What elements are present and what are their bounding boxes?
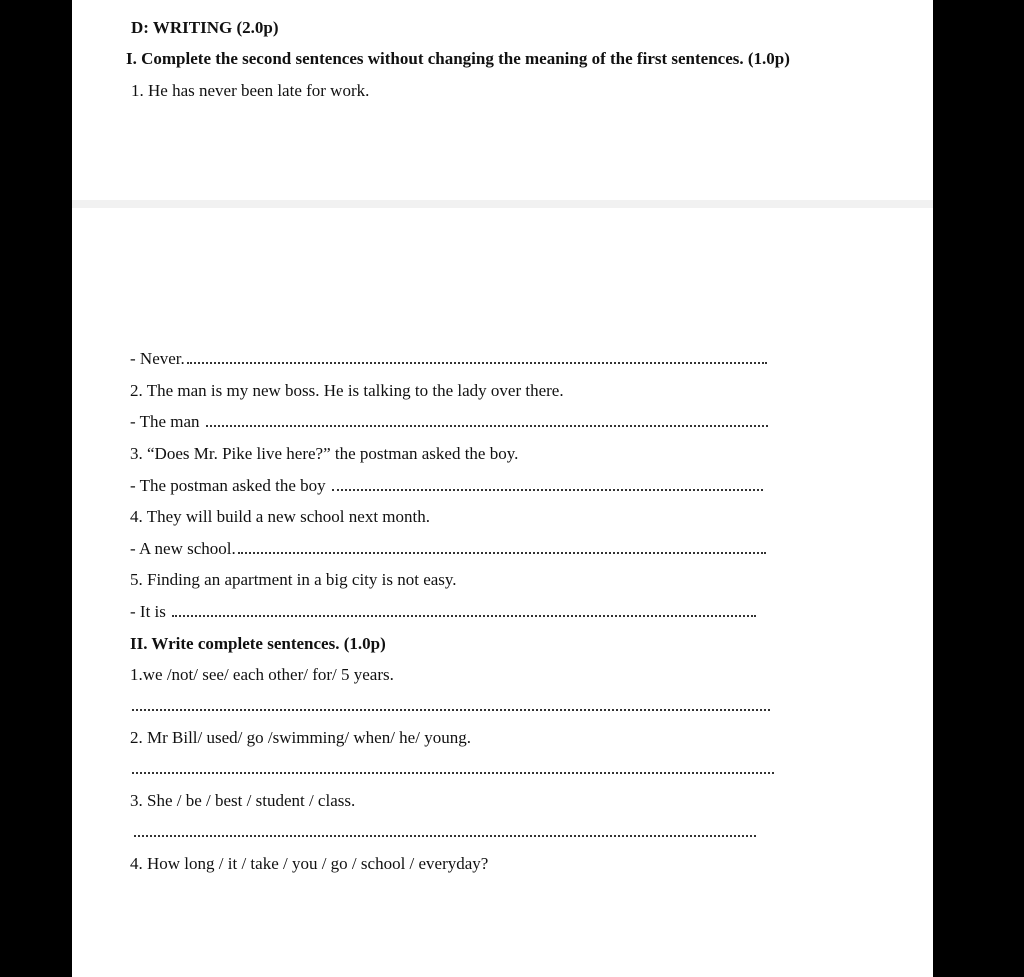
- part1-item-2-prompt: - The man: [130, 412, 200, 431]
- part1-item-3-sentence: 3. “Does Mr. Pike live here?” the postman asked the boy.: [130, 444, 519, 463]
- page-break: [72, 200, 933, 208]
- part2-item-4: 4. How long / it / take / you / go / school / everyday?: [130, 854, 489, 873]
- part2-item-2: 2. Mr Bill/ used/ go /swimming/ when/ he/ young.: [130, 728, 471, 747]
- part1-item-1-sentence: 1. He has never been late for work.: [131, 81, 370, 100]
- part1-item-4-answer-line: [130, 538, 766, 560]
- part1-item-5-sentence: 5. Finding an apartment in a big city is not easy.: [130, 570, 457, 589]
- part1-item-4-prompt: - A new school.: [130, 539, 236, 558]
- part2-answer-blank-2[interactable]: [132, 771, 774, 774]
- part1-title: I. Complete the second sentences without changing the meaning of the first sentences. (1.0p): [126, 49, 790, 68]
- answer-blank-4[interactable]: [238, 551, 766, 554]
- part1-item-5-prompt: - It is: [130, 602, 166, 621]
- answer-blank-5[interactable]: [172, 614, 756, 617]
- part2-answer-blank-3[interactable]: [134, 834, 756, 837]
- part1-item-4-sentence: 4. They will build a new school next month.: [130, 507, 430, 526]
- part1-item-3-prompt: - The postman asked the boy: [130, 476, 326, 495]
- part2-answer-blank-1[interactable]: [132, 708, 770, 711]
- part1-item-2-answer-line: [130, 411, 768, 433]
- answer-blank-2[interactable]: [206, 424, 768, 427]
- part2-item-3: 3. She / be / best / student / class.: [130, 791, 356, 810]
- part1-item-5-answer-line: [130, 601, 756, 623]
- answer-blank-1[interactable]: [187, 361, 767, 364]
- section-title: D: WRITING (2.0p): [131, 18, 279, 37]
- part1-item-1-prompt: - Never.: [130, 349, 185, 368]
- part1-item-1-answer-line: [130, 348, 767, 370]
- part1-item-2-sentence: 2. The man is my new boss. He is talking to the lady over there.: [130, 381, 564, 400]
- answer-blank-3[interactable]: [332, 488, 763, 491]
- part2-item-1: 1.we /not/ see/ each other/ for/ 5 years.: [130, 665, 394, 684]
- part2-title: II. Write complete sentences. (1.0p): [130, 634, 386, 653]
- part1-item-3-answer-line: [130, 475, 763, 497]
- worksheet-page: [72, 0, 933, 977]
